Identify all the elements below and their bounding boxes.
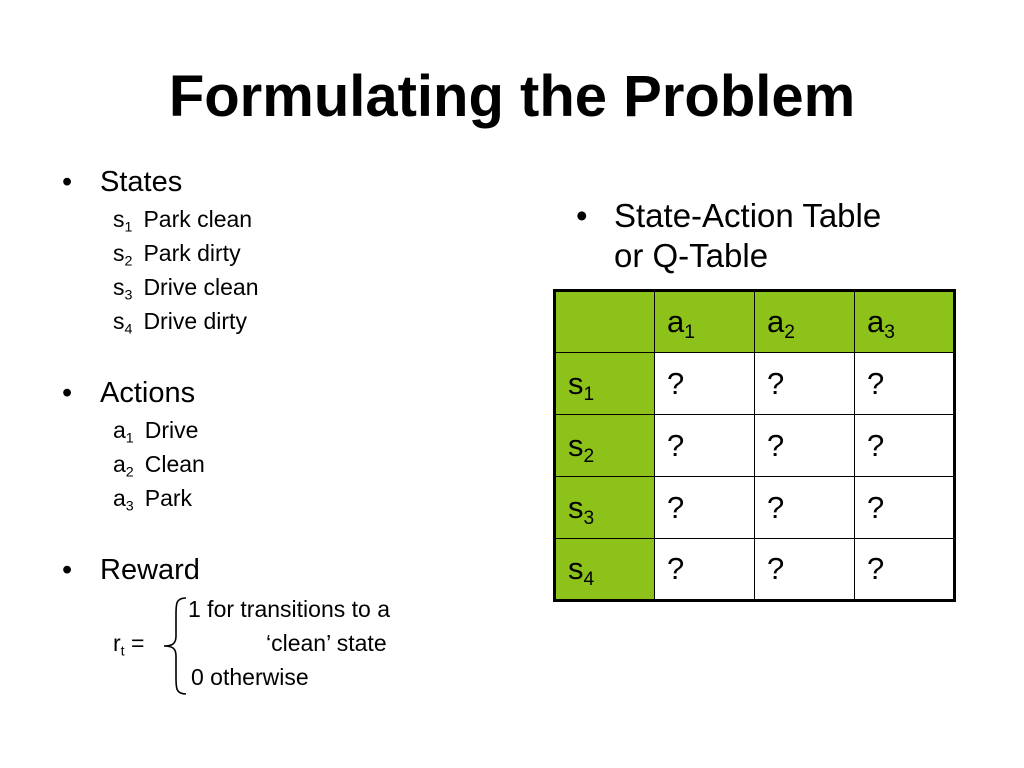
table-row: [555, 539, 955, 601]
action-symbol: a: [767, 304, 785, 339]
state-subscript: 4: [583, 569, 595, 591]
state-symbol: s: [568, 551, 584, 586]
table-row: [555, 353, 955, 415]
q-value-cell: ?: [755, 353, 855, 415]
reward-symbol: r: [113, 630, 121, 656]
state-symbol: s: [113, 240, 125, 266]
q-value-cell: ?: [755, 539, 855, 601]
curly-brace-icon: [160, 596, 190, 696]
action-symbol: a: [867, 304, 885, 339]
state-item: [113, 273, 259, 304]
state-subscript: 3: [124, 287, 133, 304]
reward-case-1-line-1: 1 for transitions to a: [188, 596, 390, 622]
state-label: Park dirty: [143, 240, 241, 266]
action-label: Clean: [144, 451, 205, 477]
state-subscript: 1: [124, 219, 133, 236]
action-item: [113, 450, 205, 481]
table-row: [555, 477, 955, 539]
action-subscript: 2: [784, 322, 795, 344]
action-symbol: a: [113, 485, 126, 511]
bullet-icon: •: [576, 197, 588, 234]
q-table-row-header: [555, 353, 655, 415]
q-value-cell: ?: [655, 353, 755, 415]
state-symbol: s: [113, 206, 125, 232]
action-label: Drive: [144, 417, 199, 443]
bullet-icon: •: [62, 554, 73, 586]
state-symbol: s: [113, 274, 125, 300]
qtable-caption-line-1: State-Action Table: [614, 197, 882, 234]
state-symbol: s: [568, 489, 584, 525]
q-table-row-header: [555, 539, 655, 601]
q-table-corner-cell: [555, 291, 655, 353]
state-item: [113, 205, 253, 236]
q-value-cell: ?: [655, 477, 755, 539]
actions-heading: Actions: [100, 377, 196, 409]
state-subscript: 2: [124, 253, 133, 270]
q-value-cell: ?: [855, 353, 955, 415]
q-value-cell: ?: [655, 539, 755, 601]
qtable-caption-line-2: or Q-Table: [614, 237, 769, 274]
state-symbol: s: [568, 427, 584, 463]
action-subscript: 3: [125, 498, 134, 515]
state-item: [113, 239, 241, 270]
slide-title: Formulating the Problem: [168, 64, 856, 129]
q-value-cell: ?: [755, 415, 855, 477]
action-item: [113, 416, 199, 447]
reward-case-2: 0 otherwise: [191, 664, 309, 690]
table-row: [555, 415, 955, 477]
reward-case-1-line-2: ‘clean’ state: [266, 630, 387, 656]
states-heading: States: [100, 166, 183, 198]
state-label: Drive dirty: [143, 308, 247, 334]
action-item: [113, 484, 193, 515]
action-label: Park: [144, 485, 193, 511]
state-subscript: 2: [583, 445, 595, 467]
state-subscript: 3: [583, 507, 595, 529]
q-table-header-row: [555, 291, 955, 353]
action-symbol: a: [667, 304, 685, 339]
action-subscript: 1: [684, 322, 695, 344]
action-subscript: 3: [884, 322, 895, 344]
action-subscript: 1: [125, 430, 134, 447]
state-subscript: 1: [583, 383, 595, 405]
state-label: Park clean: [143, 206, 253, 232]
reward-equals: =: [131, 630, 145, 656]
state-label: Drive clean: [143, 274, 259, 300]
reward-formula: [113, 629, 145, 660]
bullet-icon: •: [62, 377, 73, 409]
state-item: [113, 307, 247, 338]
q-table-row-header: [555, 477, 655, 539]
action-subscript: 2: [125, 464, 134, 481]
reward-subscript: t: [120, 643, 125, 660]
reward-heading: Reward: [100, 554, 200, 586]
q-value-cell: ?: [655, 415, 755, 477]
q-value-cell: ?: [855, 415, 955, 477]
qtable-caption: [614, 196, 881, 276]
state-symbol: s: [113, 308, 125, 334]
state-symbol: s: [568, 365, 584, 401]
q-table: [553, 289, 956, 602]
state-subscript: 4: [124, 321, 133, 338]
action-symbol: a: [113, 451, 126, 477]
q-table-row-header: [555, 415, 655, 477]
bullet-icon: •: [62, 166, 73, 198]
q-value-cell: ?: [855, 477, 955, 539]
q-value-cell: ?: [855, 539, 955, 601]
q-table-column-header: [855, 291, 955, 353]
q-value-cell: ?: [755, 477, 855, 539]
q-table-column-header: [655, 291, 755, 353]
action-symbol: a: [113, 417, 126, 443]
q-table-column-header: [755, 291, 855, 353]
